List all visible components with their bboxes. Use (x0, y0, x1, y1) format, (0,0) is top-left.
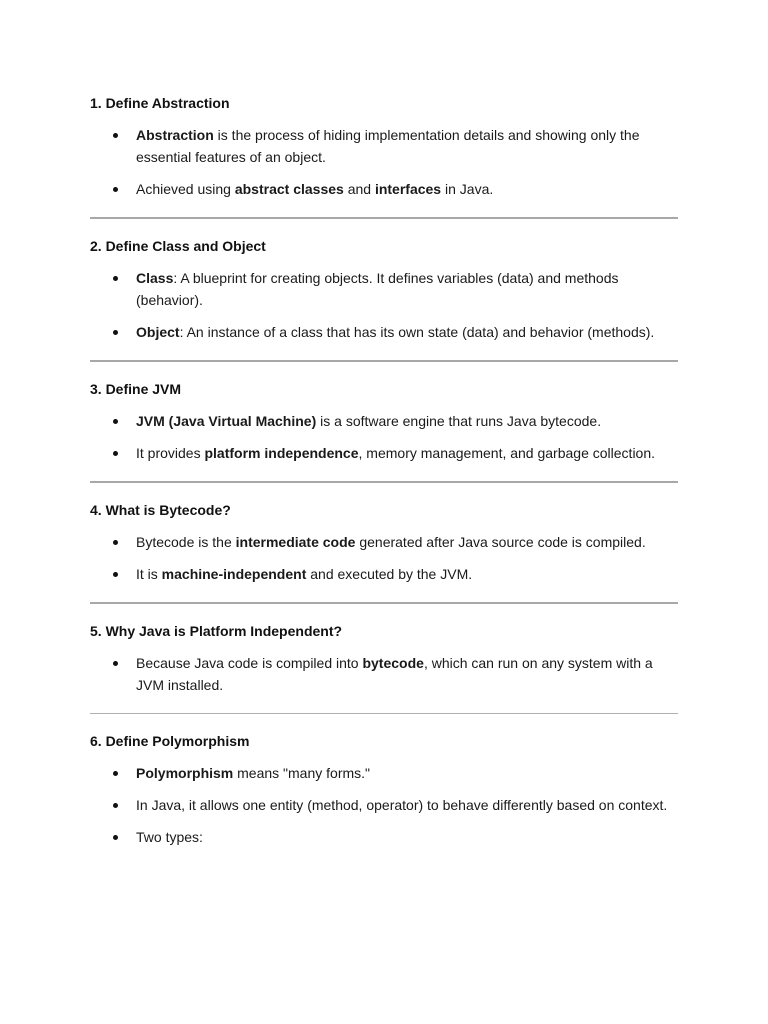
section-polymorphism (90, 731, 678, 848)
text-run: means "many forms." (233, 765, 371, 781)
list-item (90, 762, 678, 784)
text-run: is a software engine that runs Java bytecode. (316, 413, 602, 429)
text-run: In Java, it allows one entity (method, operator) to behave differently based on context. (136, 797, 668, 813)
bold-text-run: bytecode (362, 655, 424, 671)
list-item (90, 652, 678, 696)
text-run: in Java. (441, 181, 494, 197)
section-abstraction (90, 93, 678, 200)
list-item (90, 563, 678, 585)
text-run: It provides (136, 445, 205, 461)
bold-text-run: intermediate code (235, 534, 356, 550)
section-heading: 5. Why Java is Platform Independent? (90, 623, 343, 639)
list-item (90, 410, 678, 432)
document-page (90, 93, 678, 858)
bold-text-run: JVM (Java Virtual Machine) (136, 413, 317, 429)
bold-text-run: Class (136, 270, 174, 286)
list-item (90, 178, 678, 200)
list-item (90, 442, 678, 464)
bullet-list (90, 410, 678, 464)
section-divider (90, 713, 678, 714)
bullet-list (90, 762, 678, 848)
section-class-object (90, 236, 678, 343)
list-item (90, 826, 678, 848)
text-run: is the process of hiding implementation details and showing only the essential features of an object. (136, 127, 640, 165)
text-run: , which can run on any system with a JVM installed. (136, 655, 653, 693)
bold-text-run: abstract classes (234, 181, 344, 197)
text-run: : An instance of a class that has its own state (data) and behavior (methods). (179, 324, 655, 340)
text-run: : A blueprint for creating objects. It defines variables (data) and methods (behavior). (136, 270, 619, 308)
text-run: Bytecode is the (136, 534, 236, 550)
section-jvm (90, 379, 678, 464)
list-item (90, 321, 678, 343)
text-run: generated after Java source code is compiled. (355, 534, 646, 550)
bold-text-run: Polymorphism (136, 765, 234, 781)
section-heading: 1. Define Abstraction (90, 95, 230, 111)
section-heading: 6. Define Polymorphism (90, 733, 250, 749)
bullet-list (90, 531, 678, 585)
section-bytecode (90, 500, 678, 585)
text-run: Because Java code is compiled into (136, 655, 363, 671)
bullet-list (90, 652, 678, 696)
section-heading: 2. Define Class and Object (90, 238, 266, 254)
text-run: and executed by the JVM. (306, 566, 473, 582)
section-divider (90, 360, 678, 362)
bold-text-run: machine-independent (161, 566, 307, 582)
text-run: , memory management, and garbage collection. (358, 445, 656, 461)
section-divider (90, 602, 678, 604)
bold-text-run: Object (136, 324, 180, 340)
section-divider (90, 481, 678, 483)
text-run: Two types: (136, 829, 203, 845)
bold-text-run: Abstraction (136, 127, 214, 143)
bold-text-run: interfaces (374, 181, 442, 197)
list-item (90, 124, 678, 168)
bullet-list (90, 124, 678, 200)
text-run: It is (136, 566, 162, 582)
bold-text-run: platform independence (204, 445, 359, 461)
text-run: and (343, 181, 375, 197)
section-platform-independent (90, 621, 678, 696)
section-heading: 4. What is Bytecode? (90, 502, 231, 518)
section-divider (90, 217, 678, 219)
list-item (90, 531, 678, 553)
text-run: Achieved using (136, 181, 235, 197)
section-heading: 3. Define JVM (90, 381, 182, 397)
bullet-list (90, 267, 678, 343)
list-item (90, 794, 678, 816)
list-item (90, 267, 678, 311)
